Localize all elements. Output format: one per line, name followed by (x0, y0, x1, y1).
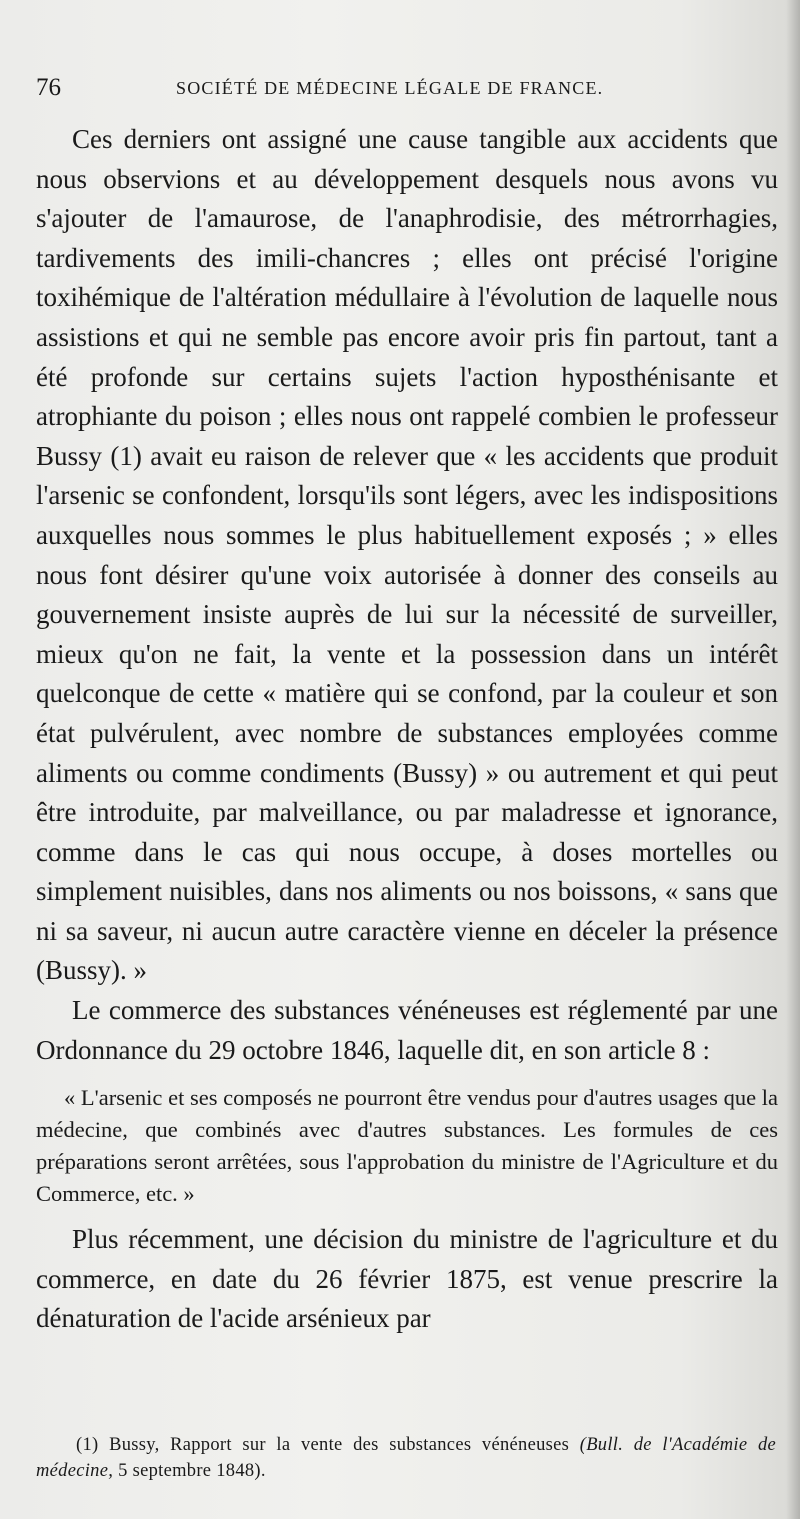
paragraph: Ces derniers ont assigné une cause tangible aux accidents que nous observions et au développement desquels nous avons vu s'ajouter de l'amaurose, de l'anaphrodisie, des métrorrhagies, tardivements des imili-chancres ; elles ont précisé l'origine toxihémique de l'altération médullaire à l'évolution de laquelle nous assistions et qui ne semble pas encore avoir pris fin partout, tant a été profonde sur certains sujets l'action hyposthénisante et atrophiante du poison ; elles nous ont rappelé combien le professeur Bussy (1) avait eu raison de relever que « les accidents que produit l'arsenic se confondent, lorsqu'ils sont légers, avec les indispositions auxquelles nous sommes le plus habituellement exposés ; » elles nous font désirer qu'une voix autorisée à donner des conseils au gouvernement insiste auprès de lui sur la nécessité de surveiller, mieux qu'on ne fait, la vente et la possession dans un intérêt quelconque de cette « matière qui se confond, par la couleur et son état pulvérulent, avec nombre de substances employées comme aliments ou comme condiments (Bussy) » ou autrement et qui peut être introduite, par malveillance, ou par maladresse et ignorance, comme dans le cas qui nous occupe, à doses mortelles ou simplement nuisibles, dans nos aliments ou nos boissons, « sans que ni sa saveur, ni aucun autre caractère vienne en déceler la présence (Bussy). » (36, 124, 778, 986)
footnote (36, 1432, 776, 1484)
page-edge-shadow (786, 0, 800, 1519)
footnote-italic-source: (Bull. de l'Académie de médecine, (36, 1435, 777, 1481)
block-quote: « L'arsenic et ses composés ne pourront être vendus pour d'autres usages que la médecine, que combinés avec d'autres substances. Les formules de ces préparations seront arrêtées, sous l'approbation du ministre de l'Agriculture et du Commerce, etc. » (36, 1085, 778, 1207)
footnote-date: 5 septembre 1848). (118, 1461, 266, 1481)
running-title: SOCIÉTÉ DE MÉDECINE LÉGALE DE FRANCE. (176, 78, 604, 98)
paragraph: Plus récemment, une décision du ministre de l'agriculture et du commerce, en date du 26 février 1875, est venue prescrire la dénaturation de l'acide arsénieux par (36, 1224, 778, 1334)
footnote-text: Bussy, Rapport sur la vente des substances vénéneuses (109, 1435, 570, 1455)
page-number: 76 (36, 74, 61, 101)
footnote-marker: (1) (76, 1435, 99, 1455)
main-text (36, 120, 778, 1339)
page-header (36, 74, 776, 108)
paragraph: Le commerce des substances vénéneuses est réglementé par une Ordonnance du 29 octobre 1846, laquelle dit, en son article 8 : (36, 995, 778, 1065)
